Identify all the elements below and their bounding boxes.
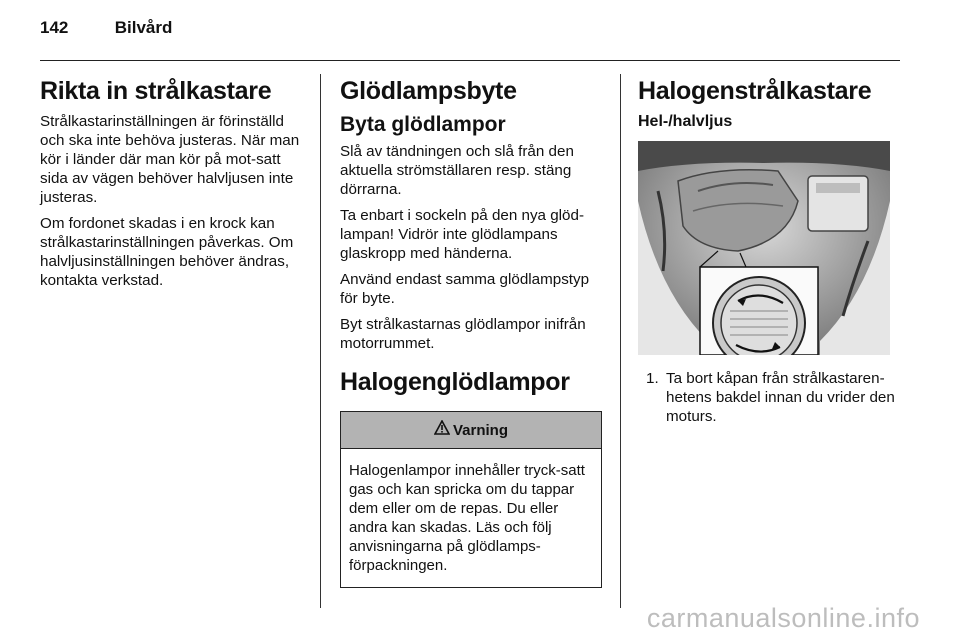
list-item (646, 369, 900, 426)
warning-triangle-icon (434, 420, 450, 440)
col3-title: Halogenstrålkastare (638, 77, 872, 105)
col1-paragraph-1: Strålkastarinställningen är förinställd och ska inte behöva justeras. När man kör i länder där man kör på mot-satt sida av vägen behöver halvljusen inte justeras. (40, 113, 300, 206)
column-2 (340, 76, 602, 588)
section-title: Bilvård (114, 18, 173, 37)
column-divider-2 (620, 74, 621, 608)
col2-title-2: Halogenglödlampor (340, 368, 570, 396)
col1-paragraph-2: Om fordonet skadas i en krock kan strålkastarinställningen påverkas. Om halvljusinställningen behöver ändras, kontakta verkstad. (40, 215, 294, 289)
col1-title: Rikta in strålkastare (40, 77, 272, 105)
column-1 (40, 76, 306, 297)
column-divider-1 (320, 74, 321, 608)
step-number: 1. (646, 370, 659, 387)
column-3 (638, 76, 900, 426)
page-header (40, 18, 172, 38)
watermark: carmanualsonline.info (646, 603, 920, 633)
step-text: Ta bort kåpan från strålkastaren-hetens bakdel innan du vrider den moturs. (666, 370, 895, 425)
col2-paragraph-3: Använd endast samma glödlampstyp för byte. (340, 271, 590, 307)
col2-title: Glödlampsbyte (340, 77, 517, 105)
steps-list (638, 369, 900, 426)
col2-paragraph-1: Slå av tändningen och slå från den aktuella strömställaren resp. stäng dörrarna. (340, 143, 574, 198)
col3-subtitle: Hel-/halvljus (638, 113, 733, 130)
col2-paragraph-4: Byt strålkastarnas glödlampor inifrån motorrummet. (340, 316, 586, 352)
warning-body: Halogenlampor innehåller tryck-satt gas och kan spricka om du tappar dem eller om de repas. Du eller andra kan skadas. Läs och följ anvisningarna på glödlamps-förpackningen. (349, 462, 585, 574)
warning-heading: Varning (452, 422, 508, 439)
engine-bay-image (638, 141, 890, 355)
warning-header (341, 412, 601, 449)
header-rule (40, 60, 900, 61)
warning-box (340, 411, 602, 588)
col2-subtitle: Byta glödlampor (340, 113, 506, 136)
col2-paragraph-2: Ta enbart i sockeln på den nya glöd-lampan! Vidrör inte glödlampans glaskropp med händerna. (340, 207, 584, 262)
page-number: 142 (40, 18, 69, 37)
